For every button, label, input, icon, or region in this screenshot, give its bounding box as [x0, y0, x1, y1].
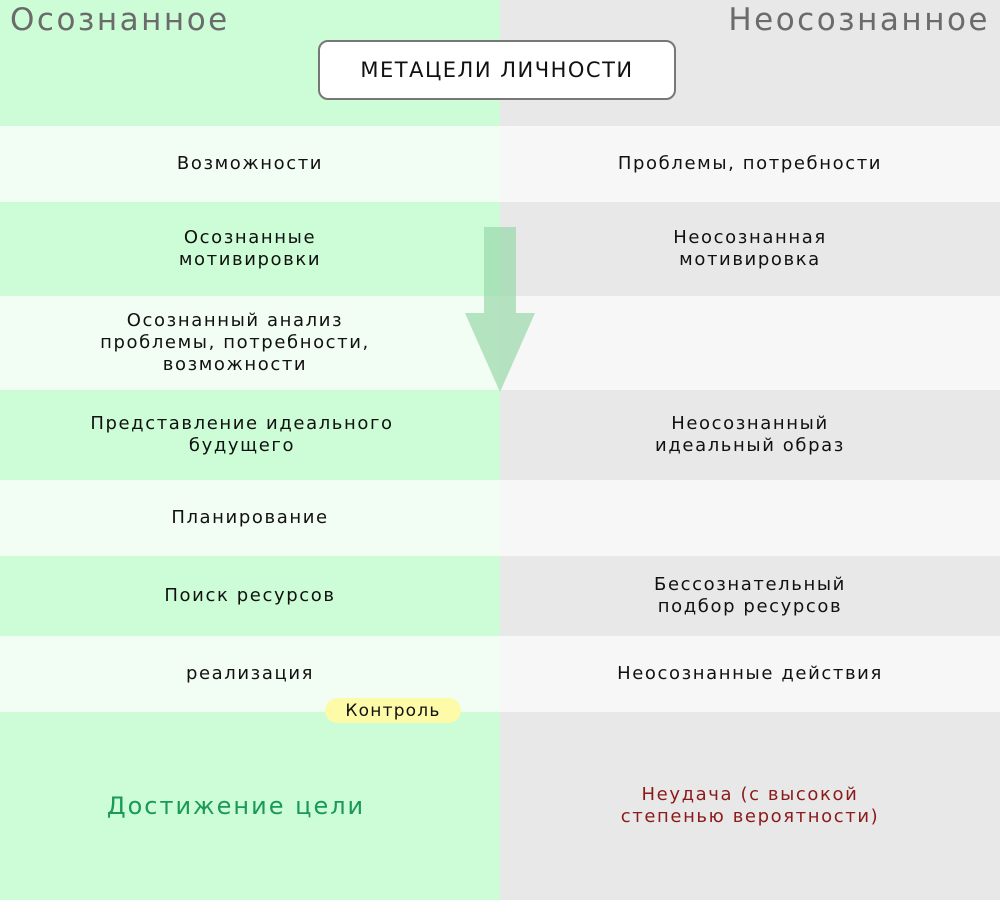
row-left-label: Возможности	[176, 153, 324, 174]
row-left-label: Поиск ресурсов	[164, 585, 336, 606]
row-right-label: Неосознанный идеальный образ	[655, 413, 845, 456]
failure-label: Неудача (с высокой степенью вероятности)	[620, 784, 880, 827]
row-left-label: Осознанный анализ проблемы, потребности, возможности	[100, 310, 370, 375]
row-right-label	[500, 480, 1000, 556]
row-right-label: Неосознанная мотивировка	[673, 227, 827, 270]
row-planning	[0, 480, 1000, 556]
row-left-label: реализация	[185, 663, 315, 684]
row-resources	[0, 556, 1000, 636]
row-right-label: Бессознательный подбор ресурсов	[654, 574, 846, 617]
row-opportunities	[0, 126, 1000, 202]
conscious-heading: Осознанное	[10, 2, 230, 38]
row-left-label: Осознанные мотивировки	[178, 227, 322, 270]
row-outcome	[0, 712, 1000, 900]
row-right-label: Проблемы, потребности	[617, 153, 883, 174]
row-implementation	[0, 636, 1000, 712]
unconscious-heading: Неосознанное	[728, 2, 990, 38]
goal-achieved-label: Достижение цели	[106, 792, 366, 820]
meta-goals-box: МЕТАЦЕЛИ ЛИЧНОСТИ	[318, 40, 676, 100]
row-left-label: Планирование	[171, 507, 329, 528]
row-right-label	[500, 296, 1000, 390]
row-left-label: Представление идеального будущего	[90, 413, 394, 456]
row-right-label: Неосознанные действия	[617, 663, 883, 684]
control-badge: Контроль	[325, 698, 461, 723]
row-ideal-future	[0, 390, 1000, 480]
down-arrow-icon	[465, 227, 535, 392]
